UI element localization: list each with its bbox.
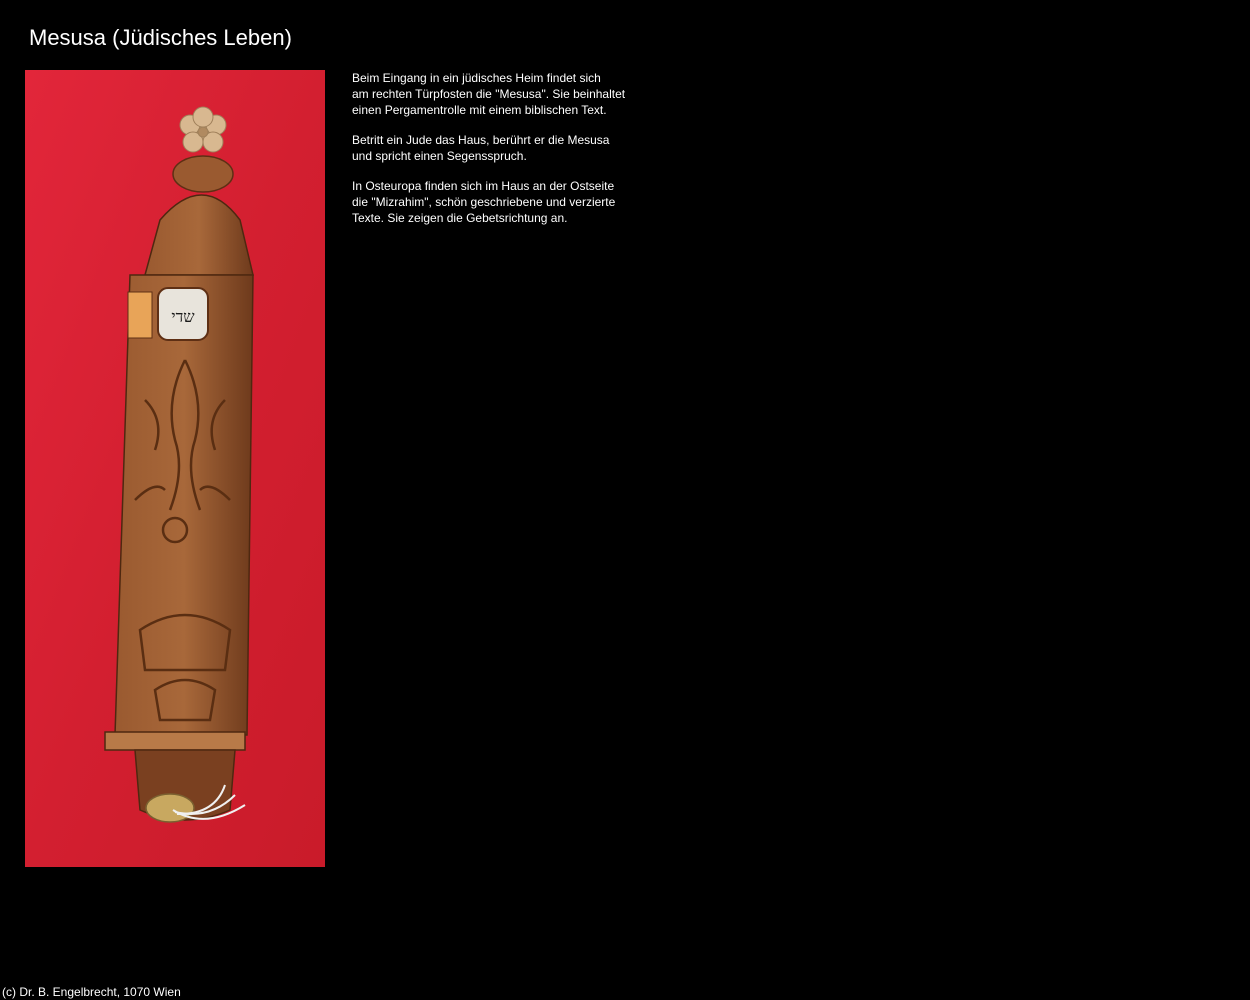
page-title: Mesusa (Jüdisches Leben)	[29, 25, 292, 50]
description-paragraph-1: Beim Eingang in ein jüdisches Heim findet sich am rechten Türpfosten die "Mesusa". Sie beinhaltet einen Pergamentrolle mit einem biblischen Text.	[352, 71, 626, 117]
description-paragraph-2: Betritt ein Jude das Haus, berührt er die Mesusa und spricht einen Segensspruch.	[352, 133, 610, 163]
description-paragraph-3: In Osteuropa finden sich im Haus an der Ostseite die "Mizrahim", schön geschriebene und verzierte Texte. Sie zeigen die Gebetsrichtung an.	[352, 179, 616, 225]
mesusa-photo	[25, 70, 325, 867]
window-text: שדי	[171, 307, 195, 326]
knob	[173, 156, 233, 192]
description-text	[352, 70, 642, 240]
side-panel-left	[128, 292, 152, 338]
case-body	[115, 275, 253, 735]
copyright-footer: (c) Dr. B. Engelbrecht, 1070 Wien	[2, 985, 181, 999]
case-base-rim	[105, 732, 245, 750]
brass-hook	[146, 794, 194, 822]
